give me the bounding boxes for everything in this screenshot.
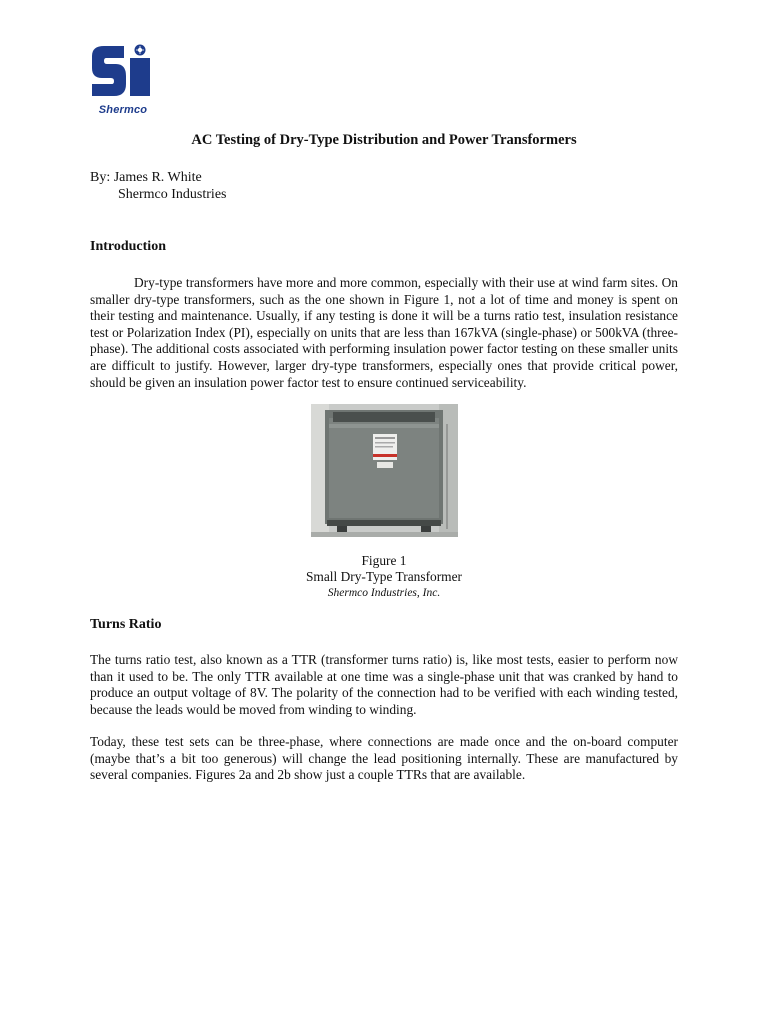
intro-text: Dry-type transformers have more and more common, especially with their use at wind farm sites. On smaller dry-type transformers, such as the one shown in Figure 1, not a lot of time and money is spent on their testing and maintenance. Usually, if any testing is done it will be a turns ratio test, insulation resistance test or Polarization Index (PI), especially on units that are less than 167kVA (single-phase) or 500kVA (three-phase). The additional costs associated with performing insulation power factor testing on these smaller units are difficult to justify. However, larger dry-type transformers, especially ones that provide critical power, should be given an insulation power factor test to ensure continued serviceability. xyxy=(90,275,678,390)
figure-label: Figure 1 xyxy=(361,553,407,568)
author: By: James R. White xyxy=(90,170,202,185)
figure-credit: Shermco Industries, Inc. xyxy=(327,587,441,599)
figure-caption-text: Small Dry-Type Transformer xyxy=(305,569,462,584)
author-organization: Shermco Industries xyxy=(118,187,227,202)
shermco-logo xyxy=(90,44,160,118)
shermco-si-logo-mark xyxy=(90,44,160,106)
figure-caption xyxy=(90,553,678,601)
logo-wordmark: Shermco xyxy=(98,104,148,116)
heading-turns-ratio: Turns Ratio xyxy=(90,617,162,632)
transformer-image xyxy=(311,404,458,537)
byline xyxy=(90,169,226,203)
transformer-photo xyxy=(311,404,458,537)
intro-paragraph xyxy=(90,275,678,391)
turns-paragraph-2: Today, these test sets can be three-phase, where connections are made once and the on-board computer (maybe that’s a bit too generous) will change the lead positioning internally. These are manufactured by several companies. Figures 2a and 2b show just a couple TTRs that are available. xyxy=(90,734,678,783)
document-title: AC Testing of Dry-Type Distribution and Power Transformers xyxy=(191,132,577,148)
heading-introduction: Introduction xyxy=(90,239,166,254)
turns-paragraph-1: The turns ratio test, also known as a TTR (transformer turns ratio) is, like most tests, easier to perform now than it used to be. The only TTR available at one time was a single-phase unit that was cranked by hand to produce an output voltage of 8V. The polarity of the connection had to be verified with each winding tested, because the leads would be moved from winding to winding. xyxy=(90,652,678,717)
